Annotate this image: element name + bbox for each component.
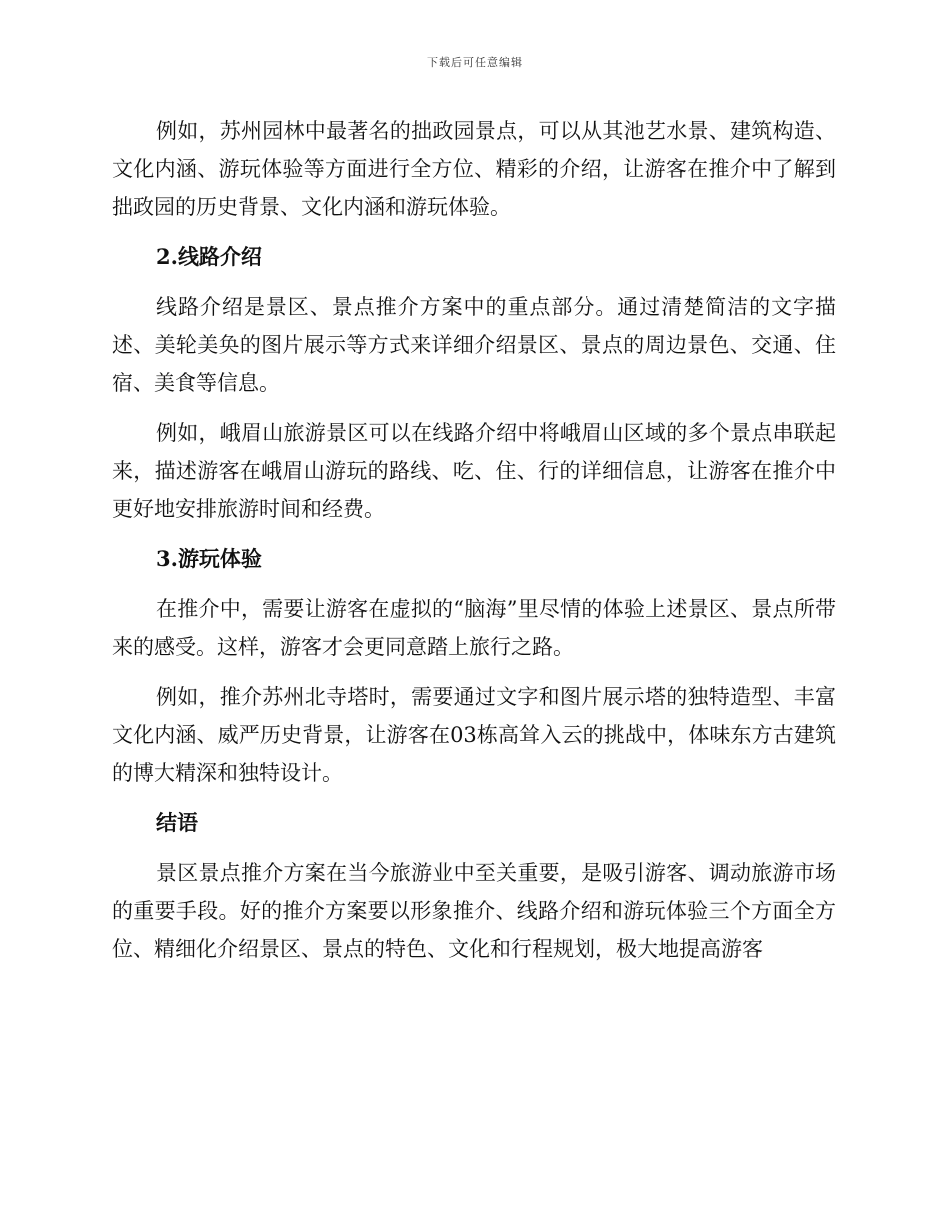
paragraph-beisi-example: 例如，推介苏州北寺塔时，需要通过文字和图片展示塔的独特造型、丰富文化内涵、威严历史背景，让游客在03栋高耸入云的挑战中，体味东方古建筑的博大精深和独特设计。 bbox=[112, 685, 836, 785]
section-heading-conclusion: 结语 bbox=[156, 811, 198, 835]
section-title: 线路介绍 bbox=[177, 245, 262, 269]
paragraph-route-intro: 线路介绍是景区、景点推介方案中的重点部分。通过清楚简洁的文字描述、美轮美奂的图片展示等方式来详细介绍景区、景点的周边景色、交通、住宿、美食等信息。 bbox=[112, 295, 836, 395]
paragraph-experience-intro: 在推介中，需要让游客在虚拟的“脑海”里尽情的体验上述景区、景点所带来的感受。这样，游客才会更同意踏上旅行之路。 bbox=[112, 597, 836, 659]
section-heading-route bbox=[112, 238, 836, 276]
section-heading-experience bbox=[112, 540, 836, 578]
document-body bbox=[112, 112, 836, 980]
section-title: 游玩体验 bbox=[177, 547, 262, 571]
page-header: 下载后可任意编辑 bbox=[427, 56, 523, 69]
section-number: 2. bbox=[156, 244, 178, 269]
paragraph-emei-example: 例如，峨眉山旅游景区可以在线路介绍中将峨眉山区域的多个景点串联起来，描述游客在峨眉山游玩的路线、吃、住、行的详细信息，让游客在推介中更好地安排旅游时间和经费。 bbox=[112, 421, 836, 521]
paragraph-zhuozheng-example: 例如，苏州园林中最著名的拙政园景点，可以从其池艺水景、建筑构造、文化内涵、游玩体验等方面进行全方位、精彩的介绍，让游客在推介中了解到拙政园的历史背景、文化内涵和游玩体验。 bbox=[112, 119, 836, 219]
paragraph-conclusion: 景区景点推介方案在当今旅游业中至关重要，是吸引游客、调动旅游市场的重要手段。好的推介方案要以形象推介、线路介绍和游玩体验三个方面全方位、精细化介绍景区、景点的特色、文化和行程规划，极大地提高游客 bbox=[112, 861, 836, 961]
section-number: 3. bbox=[156, 546, 178, 571]
